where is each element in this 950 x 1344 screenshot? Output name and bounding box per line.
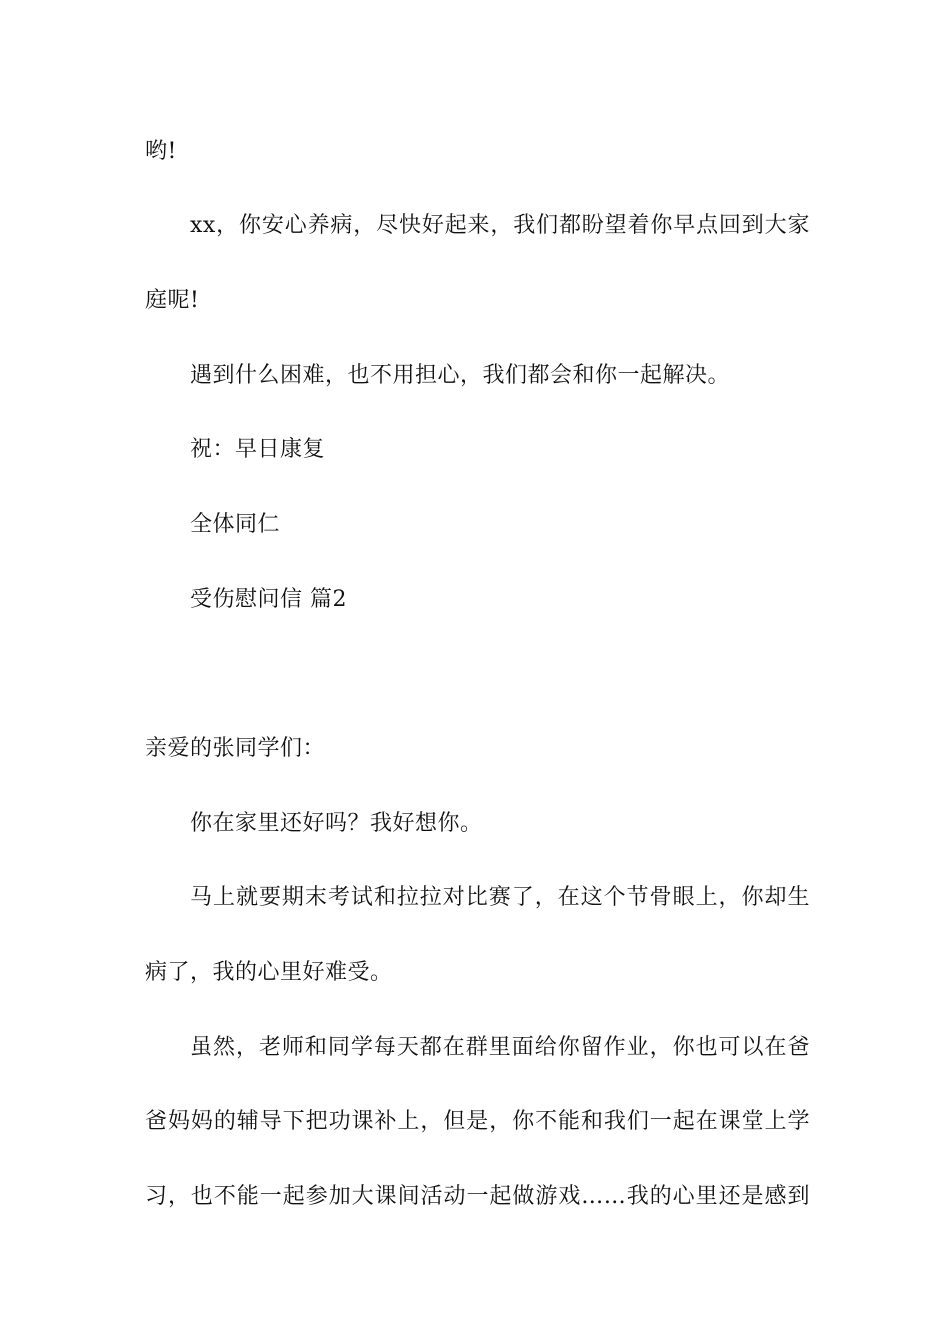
salutation: 亲爱的张同学们： [145,736,326,761]
text-line: 遇到什么困难，也不用担心，我们都会和你一起解决。 [190,363,731,388]
text-line: 全体同仁 [190,512,281,537]
text-line: xx，你安心养病，尽快好起来，我们都盼望着你早点回到大家 [190,213,810,238]
text-line: 习，也不能一起参加大课间活动一起做游戏……我的心里还是感到 [145,1184,810,1209]
text-line: 哟! [145,139,177,164]
text-line: 你在家里还好吗？我好想你。 [190,811,483,836]
text-line: 庭呢! [145,288,200,313]
text-line: 虽然，老师和同学每天都在群里面给你留作业，你也可以在爸 [190,1035,810,1060]
text-line: 病了，我的心里好难受。 [145,960,393,985]
text-line: 马上就要期末考试和拉拉对比赛了，在这个节骨眼上，你却生 [190,885,810,910]
text-line: 爸妈妈的辅导下把功课补上，但是，你不能和我们一起在课堂上学 [145,1109,810,1134]
section-heading: 受伤慰问信 篇2 [190,587,347,612]
text-line: 祝：早日康复 [190,437,326,462]
